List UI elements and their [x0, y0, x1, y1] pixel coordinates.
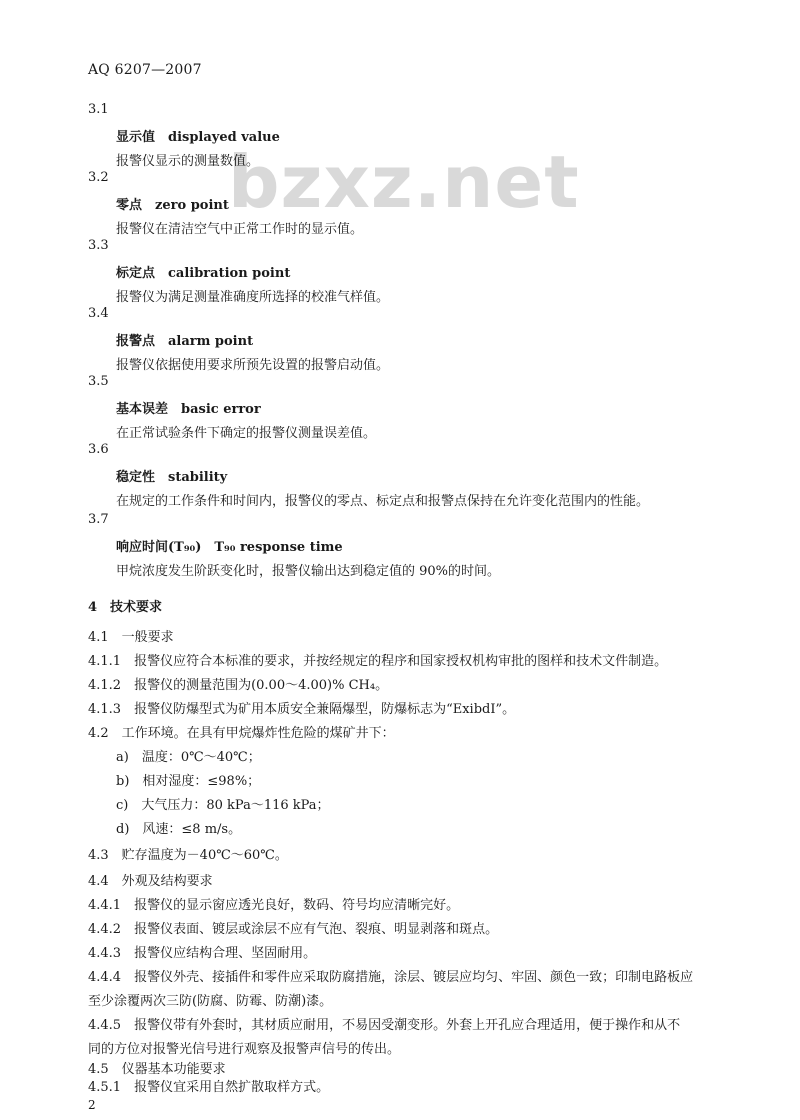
clause-4-1-2: 4.1.2 报警仪的测量范围为(0.00～4.00)% CH₄。 [88, 678, 389, 693]
clause-number: 3.6 [88, 442, 109, 457]
term-definition: 报警仪显示的测量数值。 [116, 154, 260, 169]
term-definition: 甲烷浓度发生阶跃变化时，报警仪输出达到稳定值的 90%的时间。 [116, 564, 501, 579]
term-definition: 在正常试验条件下确定的报警仪测量误差值。 [116, 426, 377, 441]
term-title: 显示值 displayed value [116, 130, 280, 145]
environment-item: c) 大气压力：80 kPa～116 kPa； [116, 798, 330, 813]
clause-4-5: 4.5 仪器基本功能要求 [88, 1062, 226, 1077]
clause-number: 3.3 [88, 238, 109, 253]
environment-item: b) 相对湿度：≤98%； [116, 774, 261, 789]
term-title: 基本误差 basic error [116, 402, 261, 417]
term-title: 响应时间(T₉₀) T₉₀ response time [116, 540, 343, 555]
clause-4-4-5-continued: 同的方位对报警光信号进行观察及报警声信号的传出。 [88, 1042, 401, 1057]
clause-4-1-1: 4.1.1 报警仪应符合本标准的要求，并按经规定的程序和国家授权机构审批的图样和技术文件制造。 [88, 654, 668, 669]
environment-item: a) 温度：0℃～40℃； [116, 750, 261, 765]
standard-code-header: AQ 6207—2007 [88, 62, 202, 78]
term-definition: 报警仪依据使用要求所预先设置的报警启动值。 [116, 358, 390, 373]
clause-4-2: 4.2 工作环境。在具有甲烷爆炸性危险的煤矿井下： [88, 726, 395, 741]
clause-4-4: 4.4 外观及结构要求 [88, 874, 213, 889]
term-definition: 报警仪在清洁空气中正常工作时的显示值。 [116, 222, 364, 237]
clause-4-3: 4.3 贮存温度为－40℃～60℃。 [88, 848, 288, 863]
clause-number: 3.2 [88, 170, 109, 185]
term-definition: 在规定的工作条件和时间内，报警仪的零点、标定点和报警点保持在允许变化范围内的性能。 [116, 494, 650, 509]
page-number: 2 [88, 1098, 96, 1112]
term-title: 标定点 calibration point [116, 266, 291, 281]
term-title: 报警点 alarm point [116, 334, 254, 349]
environment-item: d) 风速：≤8 m/s。 [116, 822, 242, 837]
clause-4-4-3: 4.4.3 报警仪应结构合理、坚固耐用。 [88, 946, 317, 961]
clause-4-1-3: 4.1.3 报警仪防爆型式为矿用本质安全兼隔爆型，防爆标志为“ExibdI”。 [88, 702, 516, 717]
clause-4-5-1: 4.5.1 报警仪宜采用自然扩散取样方式。 [88, 1080, 330, 1095]
clause-4-4-1: 4.4.1 报警仪的显示窗应透光良好，数码、符号均应清晰完好。 [88, 898, 460, 913]
clause-4-4-4-continued: 至少涂覆两次三防(防腐、防霉、防潮)漆。 [88, 994, 333, 1009]
clause-4-1: 4.1 一般要求 [88, 630, 174, 645]
clause-number: 3.1 [88, 102, 109, 117]
clause-number: 3.4 [88, 306, 109, 321]
clause-number: 3.7 [88, 512, 109, 527]
clause-number: 3.5 [88, 374, 109, 389]
section-heading: 4 技术要求 [88, 600, 163, 615]
term-title: 零点 zero point [116, 198, 229, 213]
clause-4-4-5: 4.4.5 报警仪带有外套时，其材质应耐用，不易因受潮变形。外套上开孔应合理适用，便于操作和从不 [88, 1018, 681, 1033]
term-definition: 报警仪为满足测量准确度所选择的校准气样值。 [116, 290, 390, 305]
term-title: 稳定性 stability [116, 470, 228, 485]
watermark: bzxz.net [228, 140, 580, 224]
clause-4-4-2: 4.4.2 报警仪表面、镀层或涂层不应有气泡、裂痕、明显剥落和斑点。 [88, 922, 499, 937]
clause-4-4-4: 4.4.4 报警仪外壳、接插件和零件应采取防腐措施，涂层、镀层应均匀、牢固、颜色一致；印制电路板应 [88, 970, 694, 985]
